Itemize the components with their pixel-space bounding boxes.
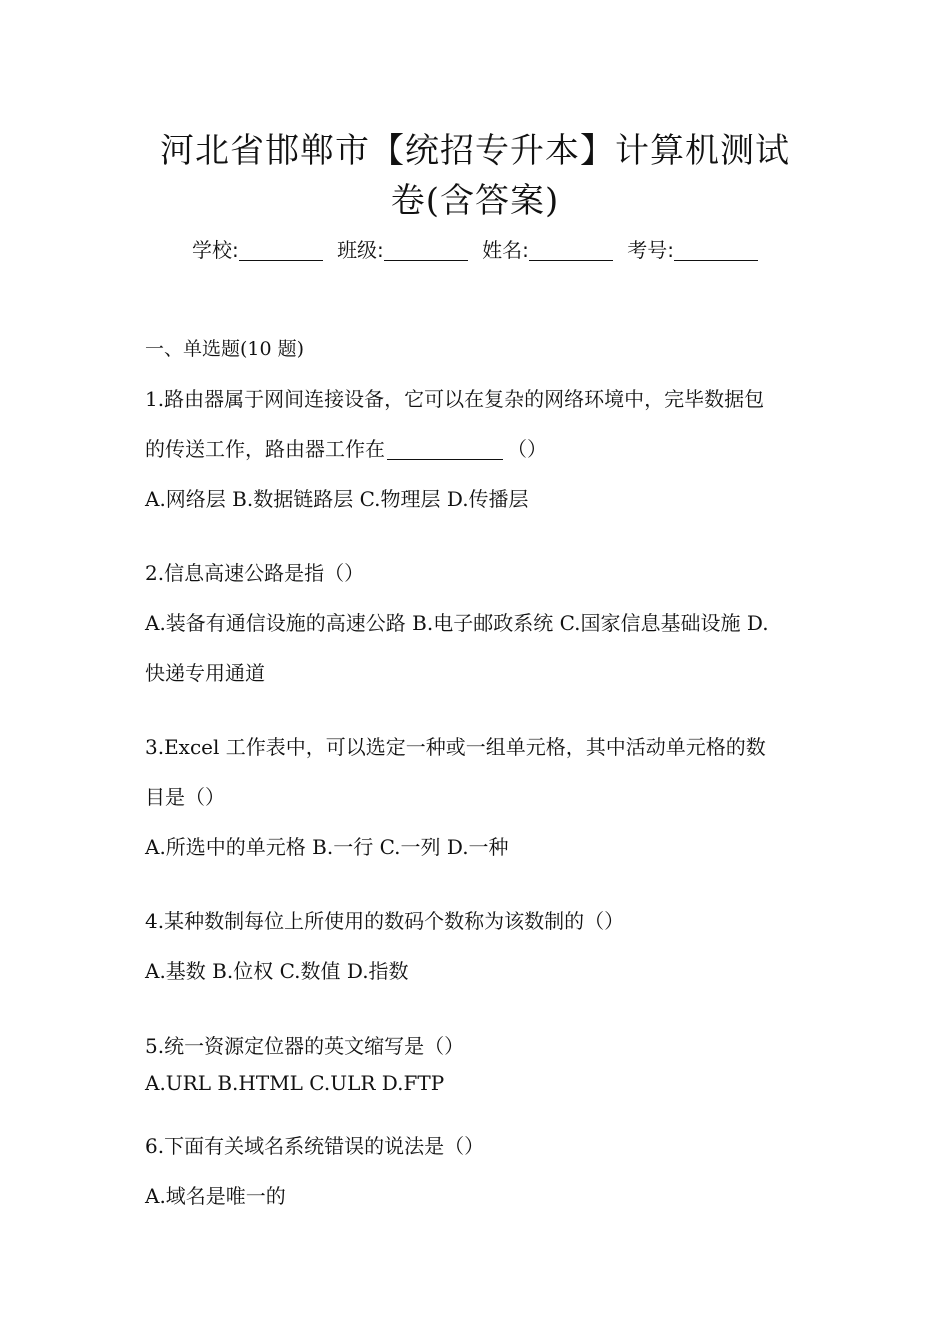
class-blank [384, 259, 468, 261]
title-line-1: 河北省邯郸市【统招专升本】计算机测试 [160, 131, 790, 171]
school-label: 学校: [191, 238, 239, 262]
name-field [482, 238, 613, 262]
exam-no-blank [674, 259, 758, 261]
class-label: 班级: [337, 238, 384, 262]
name-blank [529, 259, 613, 261]
class-field [337, 238, 468, 262]
question-6-option-a: A.域名是唯一的 [145, 1184, 286, 1208]
question-5-options: A.URL B.HTML C.ULR D.FTP [145, 1071, 445, 1095]
section-heading: 一、单选题(10 题) [145, 338, 305, 360]
school-field [192, 238, 323, 262]
title-line-2: 卷(含答案) [390, 181, 560, 221]
question-1-options: A.网络层 B.数据链路层 C.物理层 D.传播层 [145, 487, 529, 511]
question-1-stem-before-blank: 的传送工作，路由器工作在 [145, 437, 385, 461]
question-1-stem-line-1: 1.路由器属于网间连接设备，它可以在复杂的网络环境中，完毕数据包 [145, 387, 765, 411]
exam-no-field [627, 238, 758, 262]
question-1-stem-after-blank: （） [507, 437, 547, 461]
question-3-options: A.所选中的单元格 B.一行 C.一列 D.一种 [145, 835, 509, 859]
question-4-options: A.基数 B.位权 C.数值 D.指数 [145, 959, 409, 983]
name-label: 姓名: [482, 238, 529, 262]
question-2-options-line-1: A.装备有通信设施的高速公路 B.电子邮政系统 C.国家信息基础设施 D. [145, 611, 769, 635]
document-title [100, 126, 850, 226]
exam-no-label: 考号: [627, 238, 675, 262]
question-3-stem-line-2: 目是（） [145, 785, 225, 809]
question-4-stem: 4.某种数制每位上所使用的数码个数称为该数制的（） [145, 909, 625, 933]
question-1-answer-blank [387, 458, 503, 460]
question-6-stem: 6.下面有关域名系统错误的说法是（） [145, 1134, 485, 1158]
student-info-row [100, 234, 850, 266]
school-blank [239, 259, 323, 261]
question-5-stem: 5.统一资源定位器的英文缩写是（） [145, 1034, 465, 1058]
question-2-options-line-2: 快递专用通道 [145, 661, 265, 685]
question-3-stem-line-1: 3.Excel 工作表中，可以选定一种或一组单元格，其中活动单元格的数 [145, 735, 766, 759]
question-1-stem-line-2 [145, 434, 815, 464]
question-2-stem: 2.信息高速公路是指（） [145, 561, 365, 585]
